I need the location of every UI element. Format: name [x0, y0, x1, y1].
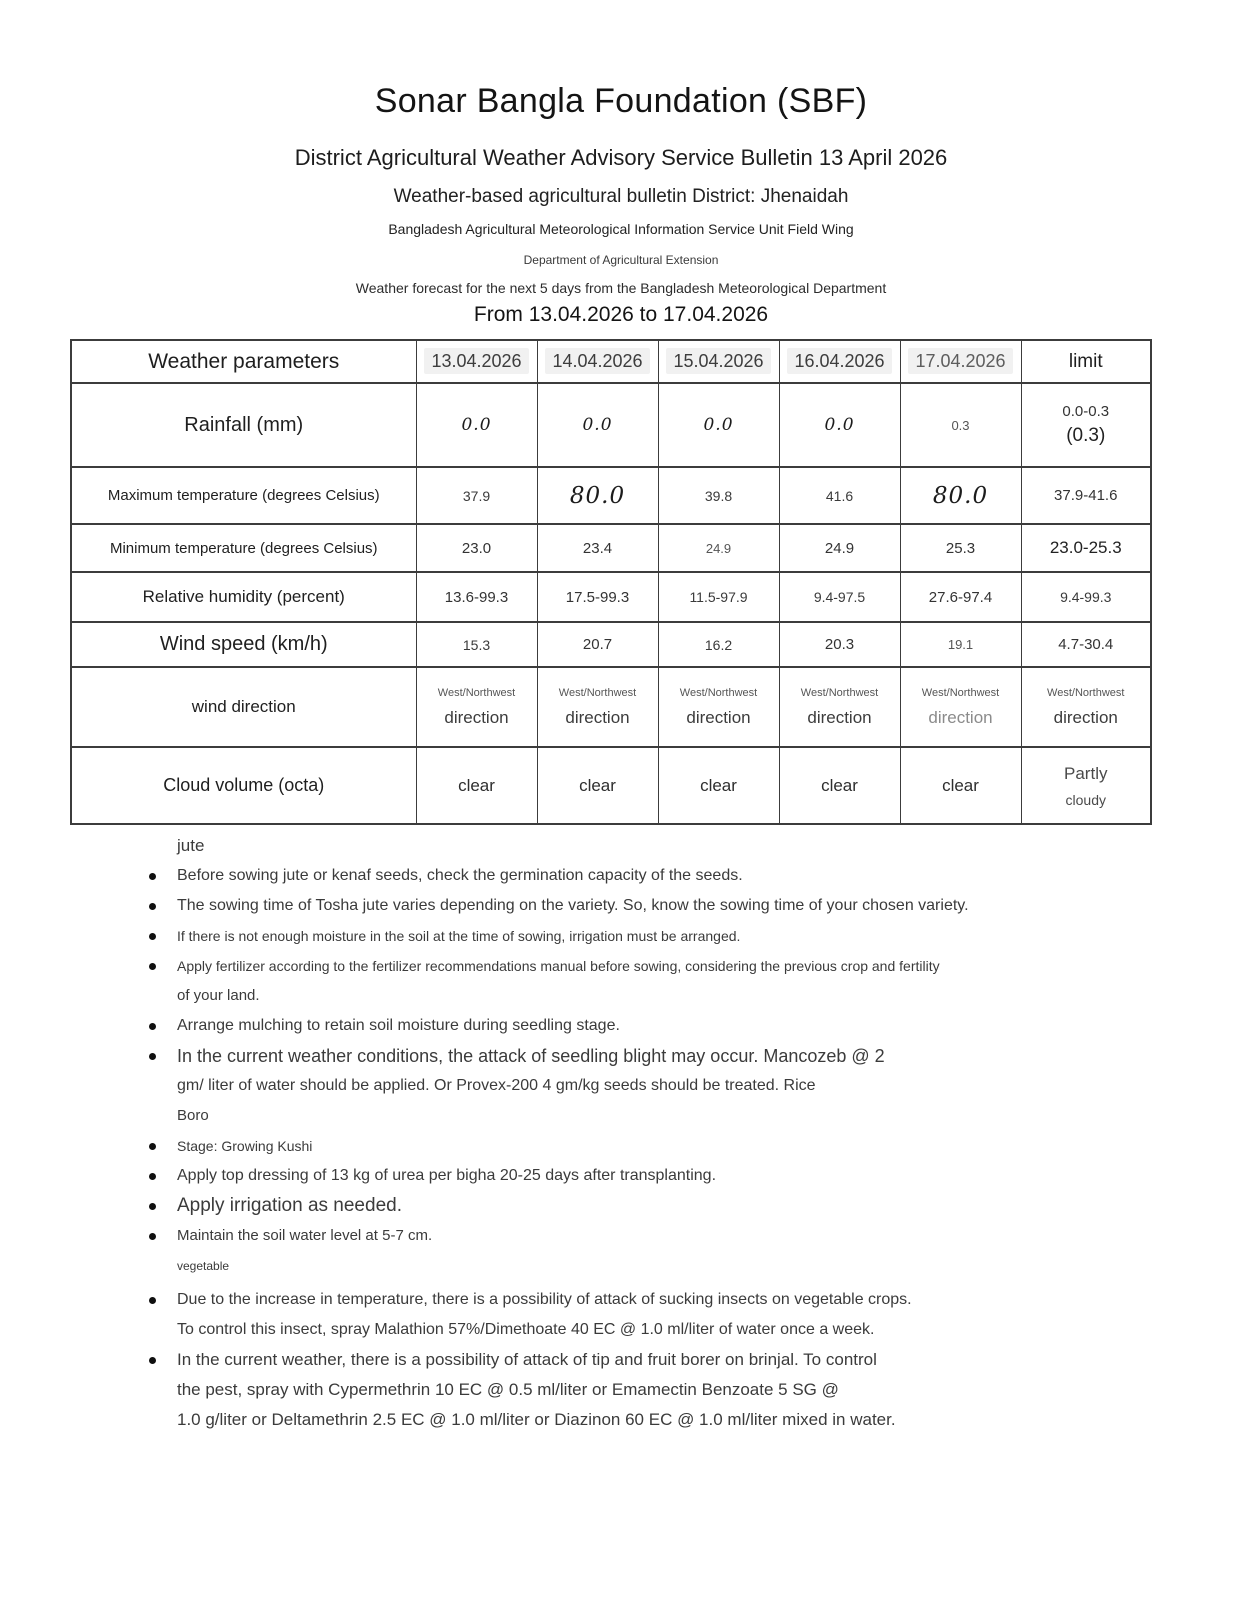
bullet-icon [149, 1297, 156, 1304]
wind-direction-value: West/Northwest direction [658, 667, 779, 747]
max-temp-limit: 37.9-41.6 [1021, 467, 1151, 524]
humidity-value: 9.4-97.5 [779, 572, 900, 622]
rainfall-row-label: Rainfall (mm) [71, 383, 416, 467]
wind-speed-limit: 4.7-30.4 [1021, 622, 1151, 667]
weather-table [70, 339, 1152, 825]
wind-speed-value: 20.3 [779, 622, 900, 667]
advisory-item: In the current weather conditions, the attack of seedling blight may occur. Mancozeb @ 2 gm/ liter of water should be applied. Or Provex-200 4 gm/kg seeds should be treated. Rice [149, 1041, 1109, 1101]
humidity-value: 13.6-99.3 [416, 572, 537, 622]
advisory-item: If there is not enough moisture in the soil at the time of sowing, irrigation must be arranged. [149, 921, 1109, 951]
vegetable-section-heading: vegetable [177, 1259, 230, 1273]
rainfall-value: 0.0 [779, 383, 900, 467]
wind-direction-value: West/Northwest direction [537, 667, 658, 747]
bullet-icon [149, 1053, 156, 1060]
wind-speed-row [71, 622, 1151, 667]
date-range-line: From 13.04.2026 to 17.04.2026 [473, 303, 769, 326]
advisory-item: Arrange mulching to retain soil moisture during seedling stage. [149, 1011, 1109, 1041]
rainfall-value: 0.0 [658, 383, 779, 467]
cloud-row-label: Cloud volume (octa) [71, 747, 416, 824]
cloud-value: clear [900, 747, 1021, 824]
boro-section-heading: Boro [177, 1107, 209, 1124]
advisory-item: Maintain the soil water level at 5-7 cm. [149, 1221, 1109, 1251]
param-column-header: Weather parameters [71, 340, 416, 383]
wind-direction-limit: West/Northwest direction [1021, 667, 1151, 747]
advisory-item: Before sowing jute or kenaf seeds, check the germination capacity of the seeds. [149, 861, 1109, 891]
cloud-value: clear [537, 747, 658, 824]
bullet-icon [149, 1143, 156, 1150]
max-temp-value: 39.8 [658, 467, 779, 524]
bullet-icon [149, 1203, 156, 1210]
humidity-limit: 9.4-99.3 [1021, 572, 1151, 622]
advisory-item: Apply irrigation as needed. [149, 1191, 1109, 1221]
limit-column-header: limit [1021, 340, 1151, 383]
date-column-header: 17.04.2026 [900, 340, 1021, 383]
bullet-icon [149, 963, 156, 970]
advisory-item: In the current weather, there is a possibility of attack of tip and fruit borer on brinjal. To control the pest, spray with Cypermethrin 10 EC @ 0.5 ml/liter or Emamectin Benzoate 5 SG @ 1.0 g/liter or Deltamethrin 2.5 EC @ 1.0 ml/liter or Diazinon 60 EC @ 1.0 ml/liter mixed in water. [149, 1345, 1109, 1435]
bullet-icon [149, 873, 156, 880]
page-title: Sonar Bangla Foundation (SBF) [374, 82, 868, 120]
advisory-item: The sowing time of Tosha jute varies depending on the variety. So, know the sowing time of your chosen variety. [149, 891, 1109, 921]
cloud-limit: Partly cloudy [1021, 747, 1151, 824]
wind-speed-value: 20.7 [537, 622, 658, 667]
wind-direction-row-label: wind direction [71, 667, 416, 747]
min-temp-row [71, 524, 1151, 572]
bulletin-header [0, 0, 1242, 327]
district-line: Weather-based agricultural bulletin District: Jhenaidah [393, 186, 849, 207]
wind-speed-row-label: Wind speed (km/h) [71, 622, 416, 667]
wind-direction-row [71, 667, 1151, 747]
bullet-icon [149, 1357, 156, 1364]
date-column-header: 15.04.2026 [658, 340, 779, 383]
humidity-row-label: Relative humidity (percent) [71, 572, 416, 622]
bulletin-subtitle: District Agricultural Weather Advisory Service Bulletin 13 April 2026 [294, 145, 948, 170]
date-column-header: 13.04.2026 [416, 340, 537, 383]
humidity-row [71, 572, 1151, 622]
max-temp-row-label: Maximum temperature (degrees Celsius) [71, 467, 416, 524]
cloud-value: clear [658, 747, 779, 824]
rainfall-limit: 0.0-0.3 (0.3) [1021, 383, 1151, 467]
min-temp-limit: 23.0-25.3 [1021, 524, 1151, 572]
cloud-volume-row [71, 747, 1151, 824]
wind-direction-value: West/Northwest direction [900, 667, 1021, 747]
bullet-icon [149, 933, 156, 940]
max-temp-value: 41.6 [779, 467, 900, 524]
humidity-value: 11.5-97.9 [658, 572, 779, 622]
date-column-header: 14.04.2026 [537, 340, 658, 383]
max-temp-value: 80.0 [537, 467, 658, 524]
org-line: Bangladesh Agricultural Meteorological Information Service Unit Field Wing [388, 221, 854, 237]
dept-line: Department of Agricultural Extension [523, 253, 719, 267]
wind-direction-value: West/Northwest direction [416, 667, 537, 747]
date-column-header: 16.04.2026 [779, 340, 900, 383]
max-temp-row [71, 467, 1151, 524]
advisory-item: Apply fertilizer according to the fertilizer recommendations manual before sowing, considering the previous crop and fertility of your land. [149, 951, 1109, 1011]
advisory-item: Due to the increase in temperature, there is a possibility of attack of sucking insects on vegetable crops. To control this insect, spray Malathion 57%/Dimethoate 40 EC @ 1.0 ml/liter of water once a week. [149, 1285, 1109, 1345]
cloud-value: clear [416, 747, 537, 824]
humidity-value: 17.5-99.3 [537, 572, 658, 622]
max-temp-value: 80.0 [900, 467, 1021, 524]
bullet-icon [149, 1023, 156, 1030]
cloud-value: clear [779, 747, 900, 824]
forecast-line: Weather forecast for the next 5 days from the Bangladesh Meteorological Department [355, 280, 887, 296]
min-temp-value: 23.4 [537, 524, 658, 572]
humidity-value: 27.6-97.4 [900, 572, 1021, 622]
advisory-item: Stage: Growing Kushi [149, 1131, 1109, 1161]
wind-speed-value: 19.1 [900, 622, 1021, 667]
rainfall-value: 0.0 [537, 383, 658, 467]
min-temp-value: 24.9 [658, 524, 779, 572]
wind-direction-value: West/Northwest direction [779, 667, 900, 747]
jute-section-heading: jute [177, 836, 205, 855]
min-temp-value: 23.0 [416, 524, 537, 572]
min-temp-value: 25.3 [900, 524, 1021, 572]
rainfall-value: 0.3 [900, 383, 1021, 467]
bullet-icon [149, 903, 156, 910]
min-temp-row-label: Minimum temperature (degrees Celsius) [71, 524, 416, 572]
bullet-icon [149, 1173, 156, 1180]
wind-speed-value: 15.3 [416, 622, 537, 667]
rainfall-value: 0.0 [416, 383, 537, 467]
rainfall-row [71, 383, 1151, 467]
wind-speed-value: 16.2 [658, 622, 779, 667]
min-temp-value: 24.9 [779, 524, 900, 572]
max-temp-value: 37.9 [416, 467, 537, 524]
bullet-icon [149, 1233, 156, 1240]
advisory-section [149, 831, 1109, 1435]
table-header-row [71, 340, 1151, 383]
advisory-item: Apply top dressing of 13 kg of urea per bigha 20-25 days after transplanting. [149, 1161, 1109, 1191]
